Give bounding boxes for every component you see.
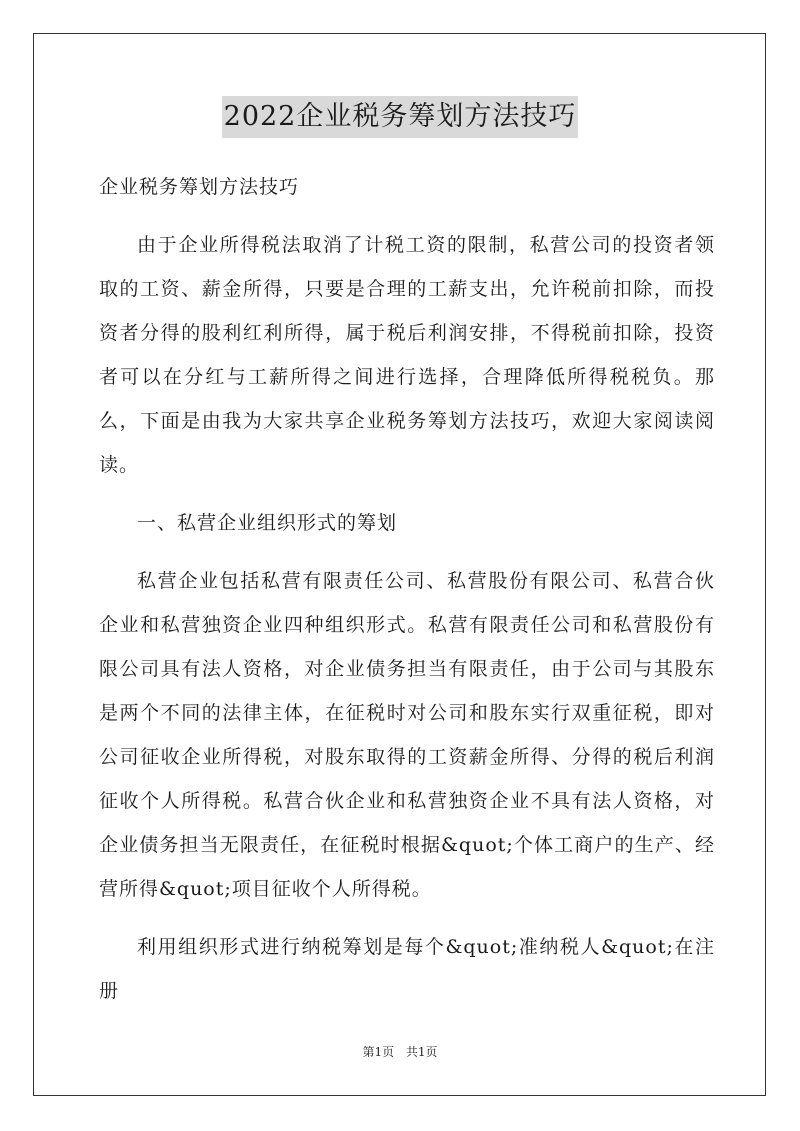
document-body [99, 165, 715, 1027]
page-footer [0, 1043, 800, 1060]
document-title: 2022企业税务筹划方法技巧 [222, 96, 579, 138]
document-subtitle: 企业税务筹划方法技巧 [99, 176, 300, 198]
section-heading: 一、私营企业组织形式的筹划 [137, 512, 398, 534]
title-container [0, 96, 800, 138]
paragraph-organization-forms: 私营企业包括私营有限责任公司、私营股份有限公司、私营合伙企业和私营独资企业四种组织形式。私营有限责任公司和私营股份有限公司具有法人资格，对企业债务担当有限责任，由于公司与其股东是两个不同的法律主体，在征税时对公司和股东实行双重征税，即对公司征收企业所得税，对股东取得的工资薪金所得、分得的税后利润征收个人所得税。私营合伙企业和私营独资企业不具有法人资格，对企业债务担当无限责任，在征税时根据&quot;个体工商户的生产、经营所得&quot;项目征收个人所得税。 [99, 570, 715, 900]
total-pages: 共1页 [405, 1045, 438, 1059]
paragraph-intro: 由于企业所得税法取消了计税工资的限制，私营公司的投资者领取的工资、薪金所得，只要是合理的工薪支出，允许税前扣除，而投资者分得的股利红利所得，属于税后利润安排，不得税前扣除，投资者可以在分红与工薪所得之间进行选择，合理降低所得税税负。那么，下面是由我为大家共享企业税务筹划方法技巧，欢迎大家阅读阅读。 [99, 234, 715, 476]
page-number: 第1页 [362, 1045, 395, 1059]
paragraph-tax-planning: 利用组织形式进行纳税筹划是每个&quot;准纳税人&quot;在注册 [99, 936, 715, 1002]
